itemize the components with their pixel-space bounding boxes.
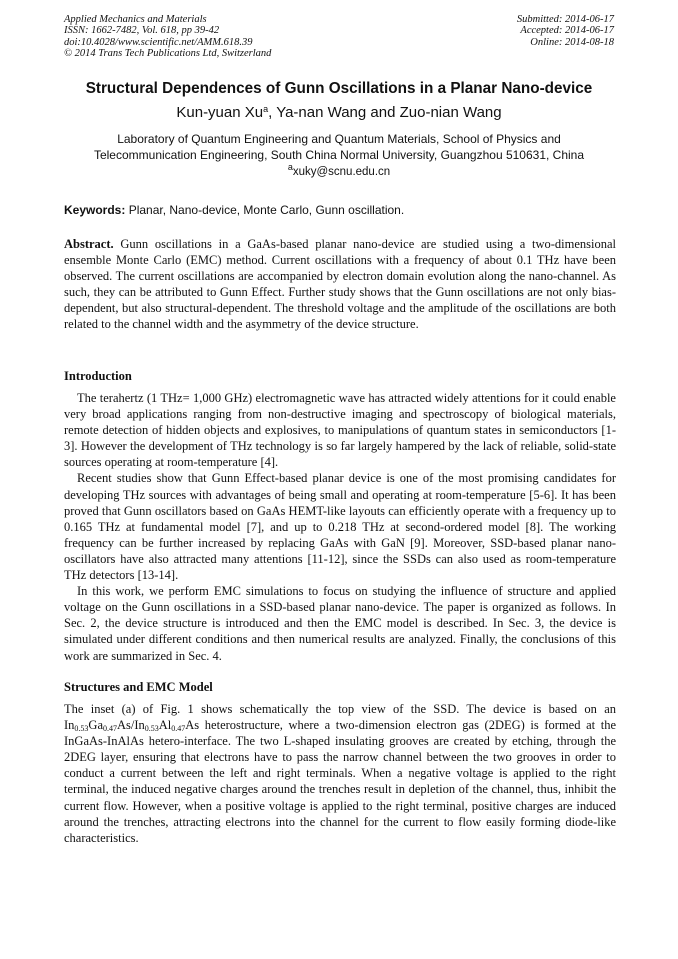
text-run: heterostructure, where a two-dimension electron gas (2DEG) is formed at the InGaAs-InAlAs hetero-interface. The two L-shaped insulating grooves are created by etching, through the 2DEG layer, ensuring that electrons have to pass the narrow channel between the two grooves in order to conduct a current between the left and right terminals. When a negative voltage is applied to the right terminal, the induced negative charges around the trenches result in depletion of the channel, thus, inhibit the current flow. However, when a positive voltage is applied to the right terminal, positive charges are induced around the trenches, attracting electrons into the channel for the current to flow easily forming diode-like characteristics.: [64, 718, 616, 845]
chemical-formula: [64, 718, 199, 732]
formula-part: As/In: [117, 718, 145, 733]
keywords-text: Planar, Nano-device, Monte Carlo, Gunn oscillation.: [125, 203, 405, 217]
formula-part: As: [185, 718, 200, 733]
journal-copyright: © 2014 Trans Tech Publications Ltd, Switzerland: [64, 47, 272, 59]
author-first: Kun-yuan Xu: [176, 104, 264, 121]
keywords-label: Keywords:: [64, 203, 126, 217]
affiliation-line: Telecommunication Engineering, South China Normal University, Guangzhou 510631, China: [93, 148, 585, 162]
introduction-body: [64, 390, 616, 664]
paragraph: [64, 701, 616, 846]
formula-subscript: 0.53: [144, 724, 159, 734]
author-list: [40, 104, 638, 121]
formula-part: In: [64, 718, 75, 733]
author-email: [40, 162, 638, 178]
online-date: Online: 2014-08-18: [530, 36, 614, 48]
keywords: [64, 203, 616, 217]
affiliation: [60, 131, 618, 163]
structures-body: [64, 701, 616, 846]
affiliation-line: Laboratory of Quantum Engineering and Quantum Materials, School of Physics and: [117, 132, 561, 146]
email-address[interactable]: xuky@scnu.edu.cn: [292, 166, 391, 178]
author-affil-mark: a: [263, 104, 269, 114]
abstract: [64, 236, 616, 333]
abstract-label: Abstract.: [64, 237, 114, 251]
formula-part: Al: [158, 718, 172, 733]
paragraph: Recent studies show that Gunn Effect-based planar device is one of the most promising candidates for developing THz sources with advantages of being small and operating at room-temperature [5-6]. It has been proved that Gunn oscillators based on GaAs HEMT-like layouts can efficiently operate with a frequency up to 0.165 THz at fundamental model [7], and up to 0.218 THz at second-ordered model [8]. The working frequency can be further increased by replacing GaAs with GaN [9]. Moreover, SSD-based planar nano-oscillators have also attracted many attentions [11-12], since the SSDs can also used as room-temperature THz detectors [13-14].: [64, 471, 616, 583]
formula-subscript: 0.53: [74, 724, 89, 734]
email-affil-mark: a: [287, 162, 293, 172]
accepted-date: Accepted: 2014-06-17: [520, 25, 614, 37]
journal-name: Applied Mechanics and Materials: [64, 14, 207, 25]
journal-doi: doi:10.4028/www.scientific.net/AMM.618.39: [64, 36, 253, 48]
formula-subscript: 0.47: [103, 724, 117, 734]
paragraph: In this work, we perform EMC simulations to focus on studying the influence of structure and applied voltage on the Gunn oscillations in a SSD-based planar nano-device. The paper is organized as follows. In Sec. 2, the device structure is introduced and then the EMC model is described. In Sec. 3, the device is simulated under different conditions and then numerical results are analyzed. Finally, the conclusions of this work are summarized in Sec. 4.: [64, 584, 616, 663]
section-heading-structures: Structures and EMC Model: [64, 680, 213, 694]
submitted-date: Submitted: 2014-06-17: [516, 14, 614, 25]
formula-part: Ga: [88, 718, 103, 733]
author-rest: , Ya-nan Wang and Zuo-nian Wang: [268, 104, 502, 121]
paper-title: Structural Dependences of Gunn Oscillations in a Planar Nano-device: [85, 80, 593, 97]
abstract-paragraph: [64, 236, 616, 333]
section-heading-introduction: Introduction: [64, 369, 132, 383]
paragraph: The terahertz (1 THz= 1,000 GHz) electromagnetic wave has attracted widely attentions for it could enable very broad applications ranging from non-destructive imaging and spectroscopy of biological materials, remote detection of hidden objects and explosives, to manipulations of quantum states in semiconductors [1-3]. However the development of THz technology is so far largely hampered by the lack of reliable, solid-state sources operating at room-temperature [4].: [64, 391, 616, 470]
journal-info: [64, 14, 271, 59]
journal-issn: ISSN: 1662-7482, Vol. 618, pp 39-42: [64, 25, 220, 37]
text-run: The inset (a) of Fig. 1 shows schematically the top view of the SSD. The device is based on an: [64, 702, 616, 716]
submission-dates: [517, 14, 614, 48]
abstract-text: Gunn oscillations in a GaAs-based planar nano-device are studied using a two-dimensional ensemble Monte Carlo (EMC) method. Current oscillations with a frequency of about 0.1 THz have been observed. The current oscillations are accompanied by electron domain evolution along the nano-channel. As such, they can be attributed to Gunn Effect. Further study shows that the Gunn oscillations are not only bias-dependent, but also structural-dependent. The threshold voltage and the amplitude of the oscillations are both related to the channel width and the asymmetry of the device structure.: [64, 237, 616, 332]
formula-subscript: 0.47: [171, 724, 186, 734]
